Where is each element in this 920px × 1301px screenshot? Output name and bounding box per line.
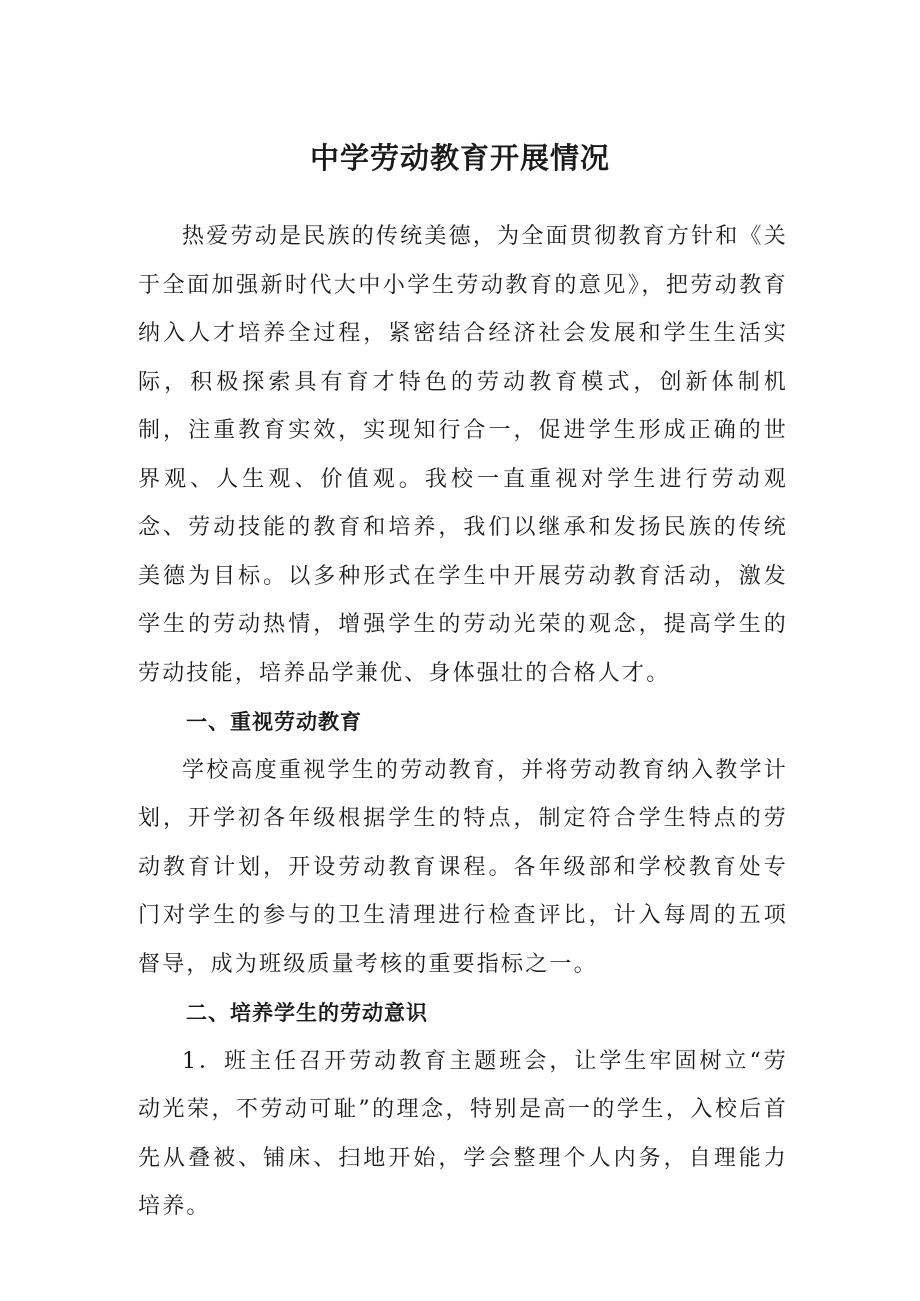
section-heading: 一、重视劳动教育 [186,710,362,734]
document-body [138,213,788,1232]
intro-paragraph: 热爱劳动是民族的传统美德，为全面贯彻教育方针和《关于全面加强新时代大中小学生劳动教育的意见》，把劳动教育纳入人才培养全过程，紧密结合经济社会发展和学生生活实际，积极探索具有育才特色的劳动教育模式，创新体制机制，注重教育实效，实现知行合一，促进学生形成正确的世界观、人生观、价值观。我校一直重视对学生进行劳动观念、劳动技能的教育和培养，我们以继承和发扬民族的传统美德为目标。以多种形式在学生中开展劳动教育活动，激发学生的劳动热情，增强学生的劳动光荣的观念，提高学生的劳动技能，培养品学兼优、身体强壮的合格人才。 [138,224,788,686]
section-heading: 二、培养学生的劳动意识 [186,1001,428,1025]
document-title: 中学劳动教育开展情况 [309,141,610,175]
section-paragraph: 1．班主任召开劳动教育主题班会，让学生牢固树立“劳动光荣，不劳动可耻”的理念，特别是高一的学生，入校后首先从叠被、铺床、扫地开始，学会整理个人内务，自理能力培养。 [138,1048,788,1219]
section-paragraph: 学校高度重视学生的劳动教育，并将劳动教育纳入教学计划，开学初各年级根据学生的特点，制定符合学生特点的劳动教育计划，开设劳动教育课程。各年级部和学校教育处专门对学生的参与的卫生清理进行检查评比，计入每周的五项督导，成为班级质量考核的重要指标之一。 [138,757,788,977]
